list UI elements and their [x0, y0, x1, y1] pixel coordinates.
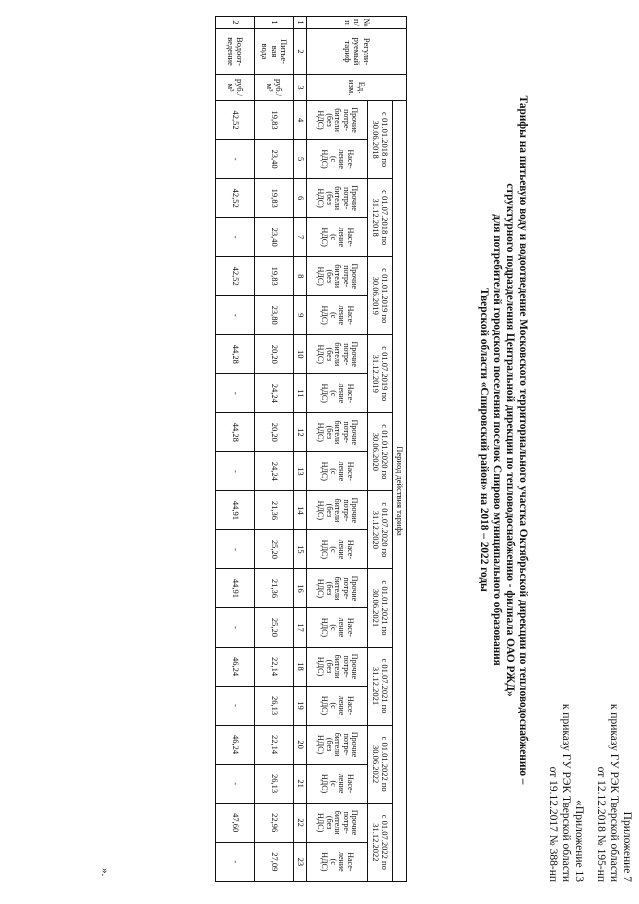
col-no-header: № п/ п: [307, 17, 407, 29]
col-tariff-header: Регули- руемый тариф: [307, 29, 407, 75]
column-number: 15: [294, 530, 307, 569]
numbering-row: [294, 17, 307, 882]
column-number: 4: [294, 101, 307, 140]
column-number: 12: [294, 413, 307, 452]
tariff-value: 21,36: [255, 569, 294, 608]
tariff-value: 25,20: [255, 530, 294, 569]
tariff-value: 26,13: [255, 764, 294, 803]
header-row-1: [393, 17, 407, 882]
population-header: Насе- ление (с НДС): [307, 686, 368, 725]
period-cell: с 01.01.2022 по 30.06.2022: [368, 725, 393, 803]
other-consumers-header: Прочие потре- бители (без НДС): [307, 413, 368, 452]
column-number: 14: [294, 491, 307, 530]
unit-cell: руб./ м³: [216, 75, 255, 101]
tariff-value: 42,52: [216, 257, 255, 296]
tariff-value: 44,91: [216, 569, 255, 608]
column-number: 7: [294, 218, 307, 257]
period-cell: с 01.01.2019 по 30.06.2019: [368, 257, 393, 335]
other-consumers-header: Прочие потре- бители (без НДС): [307, 647, 368, 686]
appendix-header: [594, 704, 633, 882]
tariff-value: 44,91: [216, 491, 255, 530]
header-row-consumers: [307, 17, 368, 882]
tariff-value: 22,14: [255, 725, 294, 764]
column-number: 10: [294, 335, 307, 374]
other-consumers-header: Прочие потре- бители (без НДС): [307, 803, 368, 842]
tariff-value: -: [216, 764, 255, 803]
appendix-line-3: от 12.12.2018 № 195-нп: [595, 766, 607, 882]
period-cell: с 01.07.2022 по 31.12.2022: [368, 803, 393, 881]
column-number: 9: [294, 296, 307, 335]
tariff-value: 42,52: [216, 179, 255, 218]
tariff-value: 46,24: [216, 647, 255, 686]
other-consumers-header: Прочие потре- бители (без НДС): [307, 335, 368, 374]
tariff-value: -: [216, 296, 255, 335]
period-cell: с 01.07.2018 по 31.12.2018: [368, 179, 393, 257]
tariff-value: 26,13: [255, 686, 294, 725]
prior-order-line-1: «Приложение 13: [573, 800, 585, 882]
tariff-value: 47,60: [216, 803, 255, 842]
other-consumers-header: Прочие потре- бители (без НДС): [307, 725, 368, 764]
row-number: 2: [216, 17, 255, 29]
population-header: Насе- ление (с НДС): [307, 140, 368, 179]
population-header: Насе- ление (с НДС): [307, 296, 368, 335]
tariff-value: -: [216, 374, 255, 413]
tariff-name: Водоот- ведение: [216, 29, 255, 75]
tariff-value: -: [216, 140, 255, 179]
column-number: 1: [294, 17, 307, 29]
column-number: 19: [294, 686, 307, 725]
appendix-line-2: к приказу ГУ РЭК Тверской области: [608, 703, 620, 882]
tariff-value: -: [216, 842, 255, 881]
period-cell: с 01.01.2020 по 30.06.2020: [368, 413, 393, 491]
tariff-value: -: [216, 530, 255, 569]
tariff-value: 21,36: [255, 491, 294, 530]
prior-order-header: [546, 704, 585, 882]
column-number: 17: [294, 608, 307, 647]
row-number: 1: [255, 17, 294, 29]
tariff-table: [215, 16, 407, 882]
other-consumers-header: Прочие потре- бители (без НДС): [307, 257, 368, 296]
period-cell: с 01.07.2019 по 31.12.2019: [368, 335, 393, 413]
other-consumers-header: Прочие потре- бители (без НДС): [307, 179, 368, 218]
table-row: [216, 17, 255, 882]
unit-cell: руб./ м³: [255, 75, 294, 101]
period-header: Период действия тарифа: [393, 101, 407, 882]
tariff-value: 20,20: [255, 335, 294, 374]
tariff-value: -: [216, 686, 255, 725]
population-header: Насе- ление (с НДС): [307, 530, 368, 569]
population-header: Насе- ление (с НДС): [307, 842, 368, 881]
column-number: 13: [294, 452, 307, 491]
column-number: 2: [294, 29, 307, 75]
tariff-value: 20,20: [255, 413, 294, 452]
population-header: Насе- ление (с НДС): [307, 608, 368, 647]
tariff-value: -: [216, 218, 255, 257]
title-line-4: Тверской области «Спировский район» на 2018 – 2022 годы: [478, 288, 490, 592]
tariff-value: 25,20: [255, 608, 294, 647]
tariff-value: 19,83: [255, 179, 294, 218]
column-number: 11: [294, 374, 307, 413]
tariff-value: 42,52: [216, 101, 255, 140]
population-header: Насе- ление (с НДС): [307, 452, 368, 491]
tariff-value: 24,24: [255, 374, 294, 413]
column-number: 20: [294, 725, 307, 764]
prior-order-line-3: от 19.12.2017 № 388-нп: [547, 766, 559, 882]
title-line-2: структурного подразделения Центральной дирекции по тепловодоснабжению - филиала ОАО РЖД»: [504, 183, 516, 697]
population-header: Насе- ление (с НДС): [307, 218, 368, 257]
population-header: Насе- ление (с НДС): [307, 374, 368, 413]
tariff-value: -: [216, 452, 255, 491]
column-number: 16: [294, 569, 307, 608]
tariff-value: 44,28: [216, 335, 255, 374]
tariff-value: 23,40: [255, 140, 294, 179]
column-number: 3: [294, 75, 307, 101]
population-header: Насе- ление (с НДС): [307, 764, 368, 803]
tariff-value: 19,83: [255, 257, 294, 296]
document-title: [477, 60, 529, 820]
other-consumers-header: Прочие потре- бители (без НДС): [307, 101, 368, 140]
table-row: [255, 17, 294, 882]
title-line-1: Тарифы на питьевую воду и водоотведение Московского территориального участка Октябрьской дирекции по тепловодоснабжению –: [517, 95, 529, 785]
column-number: 6: [294, 179, 307, 218]
period-cell: с 01.07.2021 по 31.12.2021: [368, 647, 393, 725]
other-consumers-header: Прочие потре- бители (без НДС): [307, 491, 368, 530]
column-number: 8: [294, 257, 307, 296]
period-cell: с 01.01.2021 по 30.06.2021: [368, 569, 393, 647]
column-number: 21: [294, 764, 307, 803]
tariff-value: 22,14: [255, 647, 294, 686]
tariff-value: 19,83: [255, 101, 294, 140]
tariff-value: 44,28: [216, 413, 255, 452]
tariff-value: 46,24: [216, 725, 255, 764]
appendix-line-1: Приложение 7: [621, 811, 633, 882]
tariff-value: 27,09: [255, 842, 294, 881]
tariff-value: 23,80: [255, 296, 294, 335]
tariff-value: 23,40: [255, 218, 294, 257]
col-unit-header: Ед. изм.: [307, 75, 407, 101]
column-number: 22: [294, 803, 307, 842]
other-consumers-header: Прочие потре- бители (без НДС): [307, 569, 368, 608]
period-cell: с 01.01.2018 по 30.06.2018: [368, 101, 393, 179]
prior-order-line-2: к приказу ГУ РЭК Тверской области: [560, 703, 572, 882]
title-line-3: для потребителей городского поселения поселок Спирово муниципального образования: [491, 214, 503, 666]
closing-mark: ».: [99, 868, 111, 877]
column-number: 18: [294, 647, 307, 686]
period-cell: с 01.07.2020 по 31.12.2020: [368, 491, 393, 569]
column-number: 23: [294, 842, 307, 881]
header-row-periods: [368, 17, 393, 882]
tariff-value: -: [216, 608, 255, 647]
tariff-value: 24,24: [255, 452, 294, 491]
tariff-value: 22,96: [255, 803, 294, 842]
tariff-name: Питье- вая вода: [255, 29, 294, 75]
column-number: 5: [294, 140, 307, 179]
